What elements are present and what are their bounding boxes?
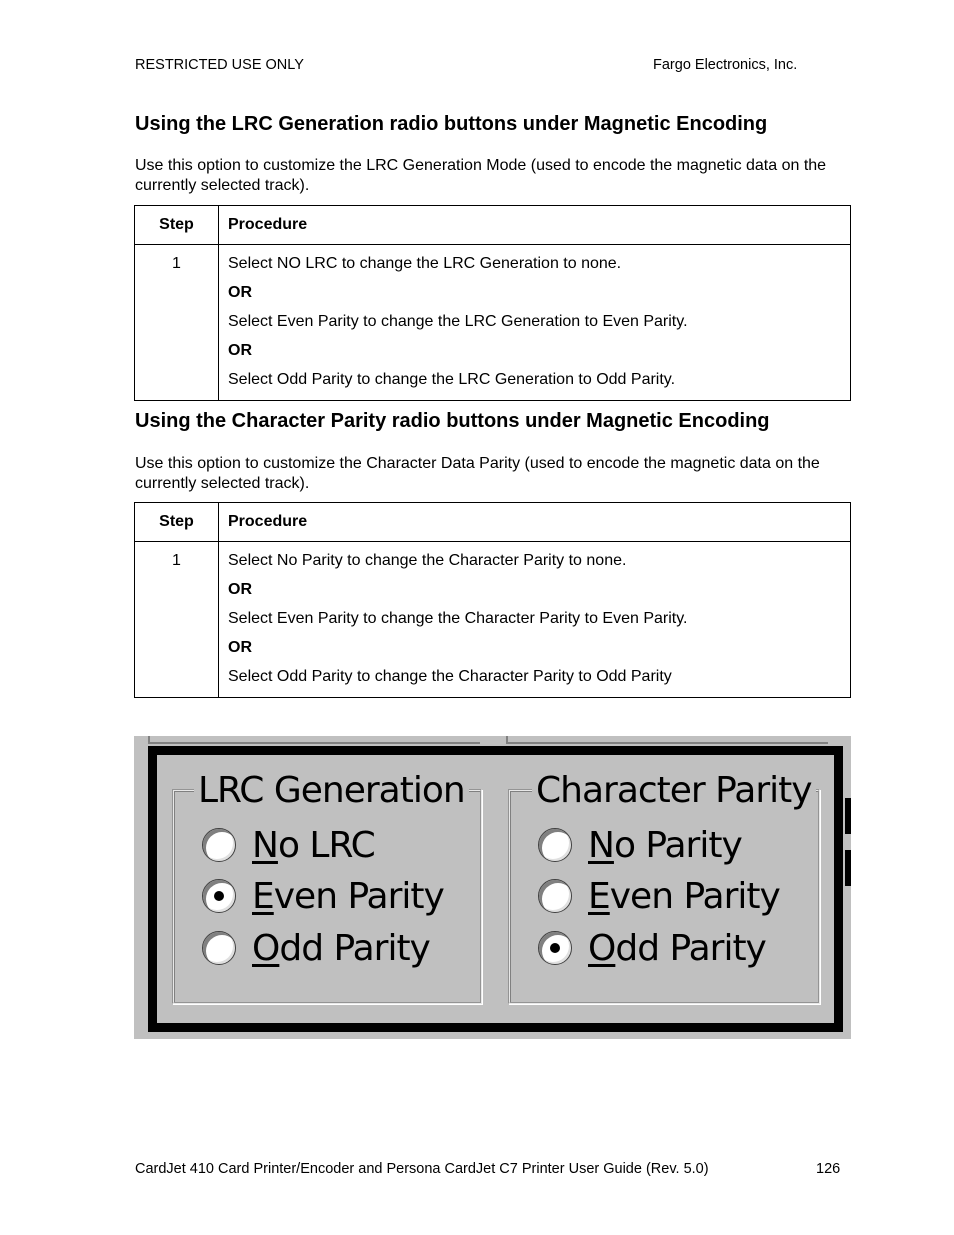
or-label: OR [228, 639, 252, 656]
radio-circle-icon[interactable] [538, 879, 572, 913]
magnetic-encoding-screenshot [134, 736, 851, 1039]
step-number [135, 245, 219, 401]
procedure-cell [219, 542, 851, 698]
radio-selected-icon[interactable] [202, 879, 236, 913]
radio-circle-icon[interactable] [202, 828, 236, 862]
step-header: Step [135, 503, 219, 542]
section1-title: Using the LRC Generation radio buttons under Magnetic Encoding [135, 113, 768, 135]
window-edge [148, 736, 480, 744]
header-restricted: RESTRICTED USE ONLY [135, 57, 304, 73]
window-edge [845, 850, 851, 886]
procedure-cell [219, 245, 851, 401]
step-number-text: 1 [172, 255, 181, 272]
character-parity-title: Character Parity [532, 770, 816, 812]
mnemonic-letter: O [588, 927, 616, 969]
procedure-header: Procedure [219, 503, 851, 542]
procedure-header: Procedure [219, 206, 851, 245]
radio-even-parity-lrc[interactable] [202, 873, 444, 919]
step-header: Step [135, 206, 219, 245]
mnemonic-letter: E [252, 875, 274, 917]
lrc-generation-title: LRC Generation [194, 770, 469, 812]
page-number: 126 [816, 1161, 841, 1177]
mnemonic-letter: N [588, 824, 614, 866]
mnemonic-letter: E [588, 875, 610, 917]
radio-circle-icon[interactable] [538, 828, 572, 862]
radio-circle-icon[interactable] [202, 931, 236, 965]
header-company: Fargo Electronics, Inc. [653, 57, 798, 73]
radio-label: dd Parity [279, 927, 430, 969]
section1-intro: Use this option to customize the LRC Generation Mode (used to encode the magnetic data on the currently selected track). [135, 157, 827, 194]
radio-dot-icon [214, 891, 224, 901]
table-header-row [135, 503, 851, 542]
procedure-line: Select No Parity to change the Character Parity to none. [228, 552, 627, 569]
parity-procedure-table [134, 502, 851, 698]
window-edge [845, 798, 851, 834]
radio-even-parity-char[interactable] [538, 873, 780, 919]
procedure-line: Select Odd Parity to change the Character Parity to Odd Parity [228, 668, 672, 685]
radio-dot-icon [550, 943, 560, 953]
window-edge [506, 736, 828, 744]
procedure-line: Select Even Parity to change the LRC Generation to Even Parity. [228, 313, 688, 330]
lrc-procedure-table [134, 205, 851, 401]
radio-label: ven Parity [273, 875, 444, 917]
mnemonic-letter: N [252, 824, 278, 866]
radio-label: ven Parity [609, 875, 780, 917]
procedure-line: Select Even Parity to change the Character Parity to Even Parity. [228, 610, 688, 627]
procedure-line: Select NO LRC to change the LRC Generation to none. [228, 255, 622, 272]
table-header-row [135, 206, 851, 245]
radio-label: o Parity [613, 824, 742, 866]
procedure-line: Select Odd Parity to change the LRC Generation to Odd Parity. [228, 371, 676, 388]
table-row [135, 542, 851, 698]
radio-odd-parity-char[interactable] [538, 925, 766, 971]
radio-no-parity[interactable] [538, 822, 742, 868]
section2-title: Using the Character Parity radio buttons under Magnetic Encoding [135, 410, 770, 432]
table-row [135, 245, 851, 401]
section2-intro: Use this option to customize the Character Data Parity (used to encode the magnetic data on the currently selected track). [135, 455, 820, 492]
radio-label: dd Parity [615, 927, 766, 969]
mnemonic-letter: O [252, 927, 280, 969]
step-number-text: 1 [172, 552, 181, 569]
step-number [135, 542, 219, 698]
or-label: OR [228, 342, 252, 359]
radio-no-lrc[interactable] [202, 822, 375, 868]
radio-selected-icon[interactable] [538, 931, 572, 965]
or-label: OR [228, 284, 252, 301]
radio-label: o LRC [277, 824, 375, 866]
footer-guide-title: CardJet 410 Card Printer/Encoder and Persona CardJet C7 Printer User Guide (Rev. 5.0) [135, 1161, 709, 1177]
or-label: OR [228, 581, 252, 598]
radio-odd-parity-lrc[interactable] [202, 925, 430, 971]
